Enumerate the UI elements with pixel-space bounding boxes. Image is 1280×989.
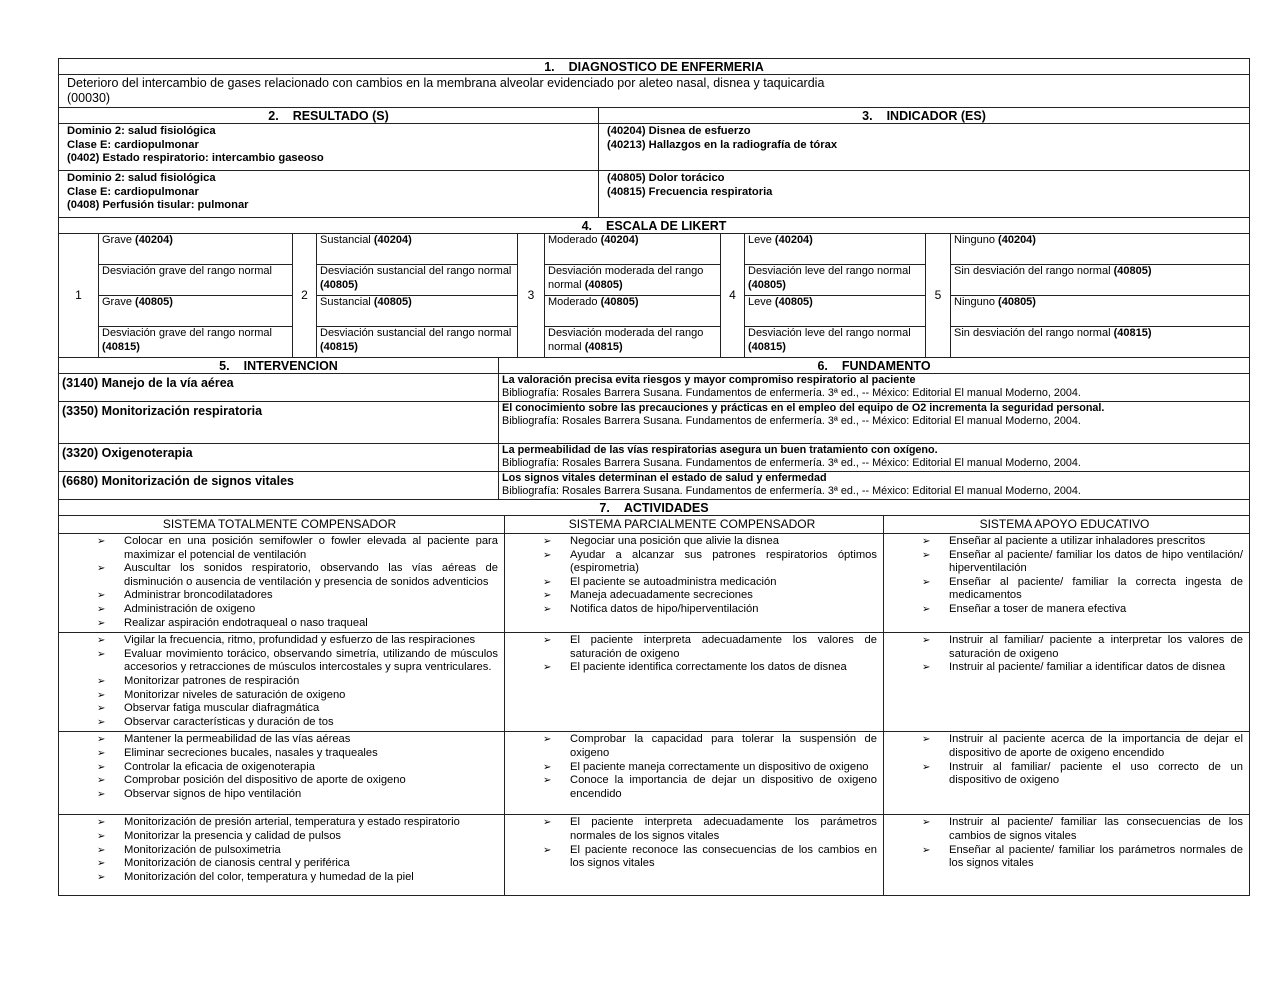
- activity-list: [61, 535, 498, 630]
- activity-list: [61, 733, 498, 801]
- likert-cell: [745, 327, 926, 358]
- likert-code: (40815): [1113, 327, 1152, 339]
- activity-item: ➢ Evaluar movimiento torácico, observando simetría, utilizando de músculos accesorios y retracciones de músculos intercostales y supra ventriculares.: [61, 648, 498, 675]
- activity-item: ➢ Instruir al paciente/ familiar las consecuencias de los cambios de signos vitales: [886, 816, 1243, 843]
- activity-item: ➢ Enseñar al paciente/ familiar los datos de hipo ventilación/ hiperventilación: [886, 549, 1243, 576]
- section-3-header: 3. INDICADOR (ES): [599, 108, 1250, 124]
- fundamento-text: El conocimiento sobre las precauciones y prácticas en el empleo del equipo de O2 incrementa la seguridad personal.: [502, 402, 1105, 414]
- activities-row: [59, 633, 1250, 732]
- fundamento-text: La valoración precisa evita riesgos y mayor compromiso respiratorio al paciente: [502, 374, 916, 386]
- activity-item: ➢ Instruir al paciente/ familiar a identificar datos de disnea: [886, 661, 1243, 675]
- likert-cell: [545, 234, 721, 265]
- activity-item: ➢ Conoce la importancia de dejar un dispositivo de oxigeno encendido: [507, 774, 877, 801]
- activity-item: ➢ Monitorización de presión arterial, temperatura y estado respiratorio: [61, 816, 498, 830]
- indicator-cell: (40805) Dolor torácico (40815) Frecuencia respiratoria: [599, 171, 1250, 218]
- likert-code: (40204): [774, 234, 813, 246]
- bibliography: Bibliografía: Rosales Barrera Susana. Fundamentos de enfermería. 3ª ed., -- México: Editorial El manual Moderno, 2004.: [502, 387, 1081, 399]
- likert-code: (40204): [135, 234, 173, 246]
- likert-label: Desviación leve del rango normal: [748, 327, 911, 339]
- activity-item: ➢ Observar signos de hipo ventilación: [61, 788, 498, 802]
- activities-cell: [59, 633, 505, 732]
- diagnosis-text: Deterioro del intercambio de gases relacionado con cambios en la membrana alveolar evidenciado por aleteo nasal, disnea y taquicardia (00030): [59, 75, 1250, 108]
- activity-item: ➢ Instruir al familiar/ paciente el uso correcto de un dispositivo de oxigeno: [886, 761, 1243, 788]
- activities-row: [59, 815, 1250, 896]
- intervention-name: (6680) Monitorización de signos vitales: [59, 472, 499, 500]
- likert-label: Ninguno: [954, 296, 995, 308]
- activities-cell: [59, 732, 505, 815]
- activity-item: ➢ El paciente se autoadministra medicación: [507, 576, 877, 590]
- activities-row: [59, 732, 1250, 815]
- intervention-row: [59, 374, 1250, 402]
- likert-code: (40204): [373, 234, 412, 246]
- activities-cell: [505, 534, 884, 633]
- activities-cell: [505, 732, 884, 815]
- activities-cell: [884, 815, 1250, 896]
- section-6-header: 6. FUNDAMENTO: [499, 358, 1250, 374]
- fundamento-text: Los signos vitales determinan el estado de salud y enfermedad: [502, 472, 827, 484]
- likert-level-number: 4: [721, 234, 745, 358]
- activity-item: ➢ Monitorización del color, temperatura y humedad de la piel: [61, 871, 498, 885]
- activity-item: ➢ Mantener la permeabilidad de las vías aéreas: [61, 733, 498, 747]
- likert-label: Sustancial: [320, 234, 371, 246]
- likert-level-number: 2: [293, 234, 317, 358]
- likert-label: Sustancial: [320, 296, 371, 308]
- activity-item: ➢ Controlar la eficacia de oxigenoterapia: [61, 761, 498, 775]
- intervention-name: (3350) Monitorización respiratoria: [59, 402, 499, 444]
- likert-level-number: 1: [59, 234, 99, 358]
- likert-cell: [545, 265, 721, 296]
- activity-list: [61, 816, 498, 884]
- system-education-header: SISTEMA APOYO EDUCATIVO: [884, 516, 1250, 534]
- activity-item: ➢ Monitorización de pulsoximetria: [61, 844, 498, 858]
- likert-label: Ninguno: [954, 234, 995, 246]
- likert-code: (40204): [998, 234, 1036, 246]
- likert-code: (40815): [320, 340, 358, 353]
- intervention-row: [59, 444, 1250, 472]
- activity-item: ➢ El paciente reconoce las consecuencias de los cambios en los signos vitales: [507, 844, 877, 871]
- likert-cell: [99, 234, 293, 265]
- activity-item: ➢ Monitorización de cianosis central y periférica: [61, 857, 498, 871]
- likert-cell: [99, 296, 293, 327]
- activity-item: ➢ Enseñar a toser de manera efectiva: [886, 603, 1243, 617]
- result-cell: Dominio 2: salud fisiológica Clase E: cardiopulmonar (0408) Perfusión tisular: pulmonar: [59, 171, 599, 218]
- likert-code: (40805): [600, 296, 639, 308]
- activity-item: ➢ El paciente identifica correctamente los datos de disnea: [507, 661, 877, 675]
- activity-item: ➢ Enseñar al paciente/ familiar la correcta ingesta de medicamentos: [886, 576, 1243, 603]
- activity-item: ➢ Enseñar al paciente a utilizar inhaladores prescritos: [886, 535, 1243, 549]
- fundamento-cell: [499, 374, 1250, 402]
- activity-list: [886, 634, 1243, 675]
- activity-item: ➢ Comprobar la capacidad para tolerar la suspensión de oxigeno: [507, 733, 877, 760]
- activity-list: [507, 535, 877, 617]
- activity-item: ➢ Notifica datos de hipo/hiperventilación: [507, 603, 877, 617]
- activity-item: ➢ Monitorizar la presencia y calidad de pulsos: [61, 830, 498, 844]
- likert-label: Grave: [102, 234, 132, 246]
- activities-cell: [505, 815, 884, 896]
- likert-level-number: 3: [518, 234, 545, 358]
- likert-code: (40805): [373, 296, 412, 308]
- intervention-table: [58, 357, 1250, 516]
- likert-code: (40815): [748, 340, 786, 353]
- activity-item: ➢ Negociar una posición que alivie la disnea: [507, 535, 877, 549]
- activity-item: ➢ Comprobar posición del dispositivo de aporte de oxigeno: [61, 774, 498, 788]
- activities-cell: [884, 732, 1250, 815]
- likert-label: Sin desviación del rango normal: [954, 327, 1111, 339]
- activity-list: [507, 816, 877, 870]
- activity-item: ➢ Instruir al familiar/ paciente a interpretar los valores de saturación de oxigeno: [886, 634, 1243, 661]
- activities-cell: [505, 633, 884, 732]
- section-5-header: 5. INTERVENCION: [59, 358, 499, 374]
- intervention-name: (3140) Manejo de la vía aérea: [59, 374, 499, 402]
- likert-table: [58, 233, 1250, 358]
- activity-item: ➢ Auscultar los sonidos respiratorio, observando las vías aéreas de disminución o ausencia de ventilación y presencia de sonidos adventicios: [61, 562, 498, 589]
- likert-cell: [745, 234, 926, 265]
- likert-label: Desviación moderada del rango normal: [548, 327, 704, 353]
- likert-label: Grave: [102, 296, 132, 308]
- activities-cell: [884, 633, 1250, 732]
- result-cell: Dominio 2: salud fisiológica Clase E: cardiopulmonar (0402) Estado respiratorio: intercambio gaseoso: [59, 124, 599, 171]
- system-total-header: SISTEMA TOTALMENTE COMPENSADOR: [59, 516, 505, 534]
- likert-label: Leve: [748, 296, 772, 308]
- activity-item: ➢ Enseñar al paciente/ familiar los parámetros normales de los signos vitales: [886, 844, 1243, 871]
- bibliography: Bibliografía: Rosales Barrera Susana. Fundamentos de enfermería. 3ª ed., -- México: Editorial El manual Moderno, 2004.: [502, 457, 1081, 469]
- likert-label: Moderado: [548, 234, 598, 246]
- fundamento-cell: [499, 402, 1250, 444]
- care-plan-document: [58, 58, 1250, 896]
- likert-label: Desviación leve del rango normal: [748, 265, 911, 277]
- bibliography: Bibliografía: Rosales Barrera Susana. Fundamentos de enfermería. 3ª ed., -- México: Editorial El manual Moderno, 2004.: [502, 415, 1081, 427]
- activity-item: ➢ El paciente interpreta adecuadamente los valores de saturación de oxigeno: [507, 634, 877, 661]
- activities-row: [59, 534, 1250, 633]
- likert-code: (40805): [1113, 265, 1152, 277]
- activity-item: ➢ Colocar en una posición semifowler o fowler elevada al paciente para maximizar el potencial de ventilación: [61, 535, 498, 562]
- diagnosis-table: [58, 58, 1250, 234]
- activities-cell: [59, 815, 505, 896]
- activity-list: [507, 733, 877, 801]
- activity-list: [886, 535, 1243, 617]
- likert-code: (40204): [600, 234, 639, 246]
- likert-cell: [545, 327, 721, 358]
- section-1-header: 1. DIAGNOSTICO DE ENFERMERIA: [59, 59, 1250, 75]
- activity-item: ➢ Administración de oxigeno: [61, 603, 498, 617]
- activity-item: ➢ Eliminar secreciones bucales, nasales y traqueales: [61, 747, 498, 761]
- activity-item: ➢ Ayudar a alcanzar sus patrones respiratorios óptimos (espirometria): [507, 549, 877, 576]
- likert-cell: [317, 327, 518, 358]
- activity-item: ➢ Monitorizar niveles de saturación de oxigeno: [61, 689, 498, 703]
- likert-code: (40805): [584, 278, 623, 291]
- activity-item: ➢ El paciente maneja correctamente un dispositivo de oxigeno: [507, 761, 877, 775]
- likert-label: Leve: [748, 234, 772, 246]
- intervention-name: (3320) Oxigenoterapia: [59, 444, 499, 472]
- likert-code: (40805): [135, 296, 173, 308]
- likert-cell: [745, 296, 926, 327]
- activity-item: ➢ Realizar aspiración endotraqueal o naso traqueal: [61, 617, 498, 631]
- likert-label: Desviación grave del rango normal: [102, 265, 272, 277]
- section-7-header: 7. ACTIVIDADES: [59, 500, 1250, 516]
- activity-list: [507, 634, 877, 675]
- likert-cell: [317, 296, 518, 327]
- activity-item: ➢ Administrar broncodilatadores: [61, 589, 498, 603]
- likert-level-number: 5: [926, 234, 951, 358]
- likert-code: (40805): [774, 296, 813, 308]
- likert-cell: [545, 296, 721, 327]
- fundamento-cell: [499, 472, 1250, 500]
- activity-list: [61, 634, 498, 729]
- activity-item: ➢ El paciente interpreta adecuadamente los parámetros normales de los signos vitales: [507, 816, 877, 843]
- activity-list: [886, 733, 1243, 787]
- likert-code: (40805): [320, 278, 358, 291]
- likert-code: (40805): [998, 296, 1036, 308]
- activity-item: ➢ Maneja adecuadamente secreciones: [507, 589, 877, 603]
- intervention-row: [59, 402, 1250, 444]
- activity-list: [886, 816, 1243, 870]
- activities-cell: [884, 534, 1250, 633]
- activity-item: ➢ Observar características y duración de tos: [61, 716, 498, 730]
- likert-code: (40805): [748, 278, 786, 291]
- fundamento-text: La permeabilidad de las vías respiratorias asegura un buen tratamiento con oxígeno.: [502, 444, 938, 456]
- likert-label: Desviación moderada del rango normal: [548, 265, 704, 291]
- likert-cell: [99, 327, 293, 358]
- likert-label: Moderado: [548, 296, 598, 308]
- likert-cell: [951, 296, 1250, 327]
- likert-cell: [951, 265, 1250, 296]
- likert-label: Desviación sustancial del rango normal: [320, 327, 512, 339]
- system-partial-header: SISTEMA PARCIALMENTE COMPENSADOR: [505, 516, 884, 534]
- activity-item: ➢ Vigilar la frecuencia, ritmo, profundidad y esfuerzo de las respiraciones: [61, 634, 498, 648]
- intervention-row: [59, 472, 1250, 500]
- bibliography: Bibliografía: Rosales Barrera Susana. Fundamentos de enfermería. 3ª ed., -- México: Editorial El manual Moderno, 2004.: [502, 485, 1081, 497]
- section-4-header: 4. ESCALA DE LIKERT: [59, 218, 1250, 234]
- likert-label: Desviación sustancial del rango normal: [320, 265, 512, 277]
- likert-cell: [99, 265, 293, 296]
- activity-item: ➢ Instruir al paciente acerca de la importancia de dejar el dispositivo de aporte de oxigeno encendido: [886, 733, 1243, 760]
- likert-code: (40815): [584, 340, 623, 353]
- activities-cell: [59, 534, 505, 633]
- likert-cell: [951, 327, 1250, 358]
- likert-cell: [745, 265, 926, 296]
- activity-item: ➢ Monitorizar patrones de respiración: [61, 675, 498, 689]
- likert-code: (40815): [102, 340, 140, 353]
- fundamento-cell: [499, 444, 1250, 472]
- activities-table: [58, 515, 1250, 896]
- likert-cell: [317, 265, 518, 296]
- section-2-header: 2. RESULTADO (S): [59, 108, 599, 124]
- likert-label: Desviación grave del rango normal: [102, 327, 272, 339]
- likert-label: Sin desviación del rango normal: [954, 265, 1111, 277]
- indicator-cell: (40204) Disnea de esfuerzo (40213) Hallazgos en la radiografía de tórax: [599, 124, 1250, 171]
- activity-item: ➢ Observar fatiga muscular diafragmática: [61, 702, 498, 716]
- likert-cell: [951, 234, 1250, 265]
- likert-cell: [317, 234, 518, 265]
